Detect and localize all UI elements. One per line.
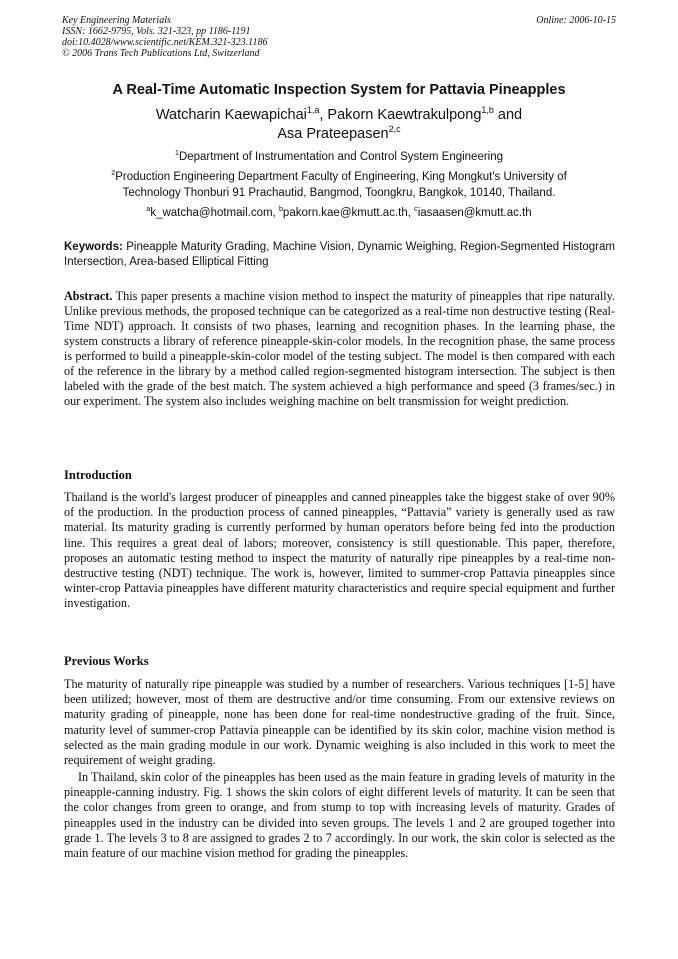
author-list — [40, 106, 638, 144]
section-heading-introduction: Introduction — [64, 468, 132, 482]
affiliation-marker: 1 — [174, 149, 179, 158]
email-address: iasaasen@kmutt.ac.th — [417, 207, 532, 219]
journal-header — [62, 15, 267, 59]
affiliation-text: Technology Thonburi 91 Prachautid, Bangmod, Toongkru, Bangkok, 10140, Thailand. — [122, 187, 556, 199]
keywords-label: Keywords: — [64, 241, 123, 253]
email-address: pakorn.kae@kmutt.ac.th, — [282, 207, 415, 219]
abstract-text: This paper presents a machine vision method to inspect the maturity of pineapples that ripe naturally. Unlike previous methods, the proposed technique can be categorized as a real-time non destructive testing (Real-Time NDT) approach. It consists of two phases, learning and recognition phases. In the learning phase, the system constructs a library of reference pineapple-skin-color models. In the recognition phase, the same process is performed to build a pineapple-skin-color model of the testing subject. The model is then compared with each of the reference in the library by a method called region-segmented histogram intersection. The subject is then labeled with the grade of the best match. The system achieved a high performance and speed (3 frames/sec.) in our experiment. The system also includes weighing machine on belt transmission for weight prediction. — [64, 289, 615, 408]
keywords — [64, 240, 615, 270]
author-affiliation-marker: 2,c — [388, 124, 401, 135]
affiliation-marker: 2 — [111, 169, 116, 178]
previous-works-paragraph-2: In Thailand, skin color of the pineapples has been used as the main feature in grading levels of maturity in the pineapple-canning industry. Fig. 1 shows the skin colors of eight different levels of maturity. It can be seen that the color changes from green to orange, and from stump to top with increasing levels of maturity. Grades of pineapples used in the industry can be divided into seven groups. The levels 1 and 2 are grouped together into grade 1. The levels 3 to 8 are assigned to grades 2 to 7 accordingly. In our work, the skin color is selected as the main feature of our machine vision method for grading the pineapples. — [64, 770, 615, 861]
previous-works-paragraph-1: The maturity of naturally ripe pineapple was studied by a number of researchers. Various techniques [1-5] have been utilized; however, most of them are destructive and/or time consuming. From our extensive reviews on maturity grading of pineapple, none has been done for real-time nondestructive grading of the fruit. Since, maturity level of summer-crop Pattavia pineapple can be identified by its skin color, machine vision method is selected as the main grading module in our work. Dynamic weighing is also included in this work to meet the requirement of weight grading. — [64, 677, 615, 768]
copyright-line: © 2006 Trans Tech Publications Ltd, Switzerland — [62, 48, 260, 59]
author-separator: , — [319, 107, 328, 123]
author-conjunction: and — [493, 107, 523, 123]
keywords-text: Pineapple Maturity Grading, Machine Vision, Dynamic Weighing, Region-Segmented Histogram Intersection, Area-based Elliptical Fitting — [64, 241, 615, 268]
author-name: Watcharin Kaewapichai — [155, 107, 307, 123]
introduction-paragraph: Thailand is the world's largest producer of pineapples and canned pineapples take the biggest stake of over 90% of the production. In the production process of canned pineapples, “Pattavia” variety is generally used as raw material. Its maturity grading is currently performed by human operators before being fed into the production line. This requires a great deal of labors; moreover, consistency is still questionable. This paper, therefore, proposes an automatic testing method to inspect the maturity of naturally ripe pineapples by a real-time non-destructive testing (NDT) technique. The work is, however, limited to summer-crop Pattavia pineapples since winter-crop Pattavia pineapples have different maturity characteristics and require special equipment and further investigation. — [64, 490, 615, 611]
affiliation-text: Production Engineering Department Faculty of Engineering, King Mongkut's University of — [115, 171, 567, 183]
email-address: k_watcha@hotmail.com, — [150, 207, 279, 219]
abstract-label: Abstract. — [64, 289, 113, 303]
email-marker: a — [146, 205, 151, 214]
abstract — [64, 289, 615, 409]
email-marker: b — [278, 205, 283, 214]
section-heading-previous-works: Previous Works — [64, 654, 149, 668]
author-name: Asa Prateepasen — [277, 126, 389, 142]
affiliation-2 — [40, 169, 638, 201]
author-affiliation-marker: 1,b — [481, 105, 494, 116]
journal-name: Key Engineering Materials — [62, 15, 171, 26]
author-name: Pakorn Kaewtrakulpong — [327, 107, 482, 123]
paper-title: A Real-Time Automatic Inspection System for Pattavia Pineapples — [112, 82, 566, 98]
affiliation-text: Department of Instrumentation and Control System Engineering — [178, 151, 504, 163]
author-emails — [40, 205, 638, 221]
issn-line: ISSN: 1662-9795, Vols. 321-323, pp 1186-1191 — [62, 26, 251, 37]
author-affiliation-marker: 1,a — [306, 105, 320, 116]
affiliation-1 — [40, 149, 638, 165]
online-date: Online: 2006-10-15 — [536, 15, 616, 26]
email-marker: c — [414, 205, 418, 214]
doi-line: doi:10.4028/www.scientific.net/KEM.321-323.1186 — [62, 37, 268, 48]
